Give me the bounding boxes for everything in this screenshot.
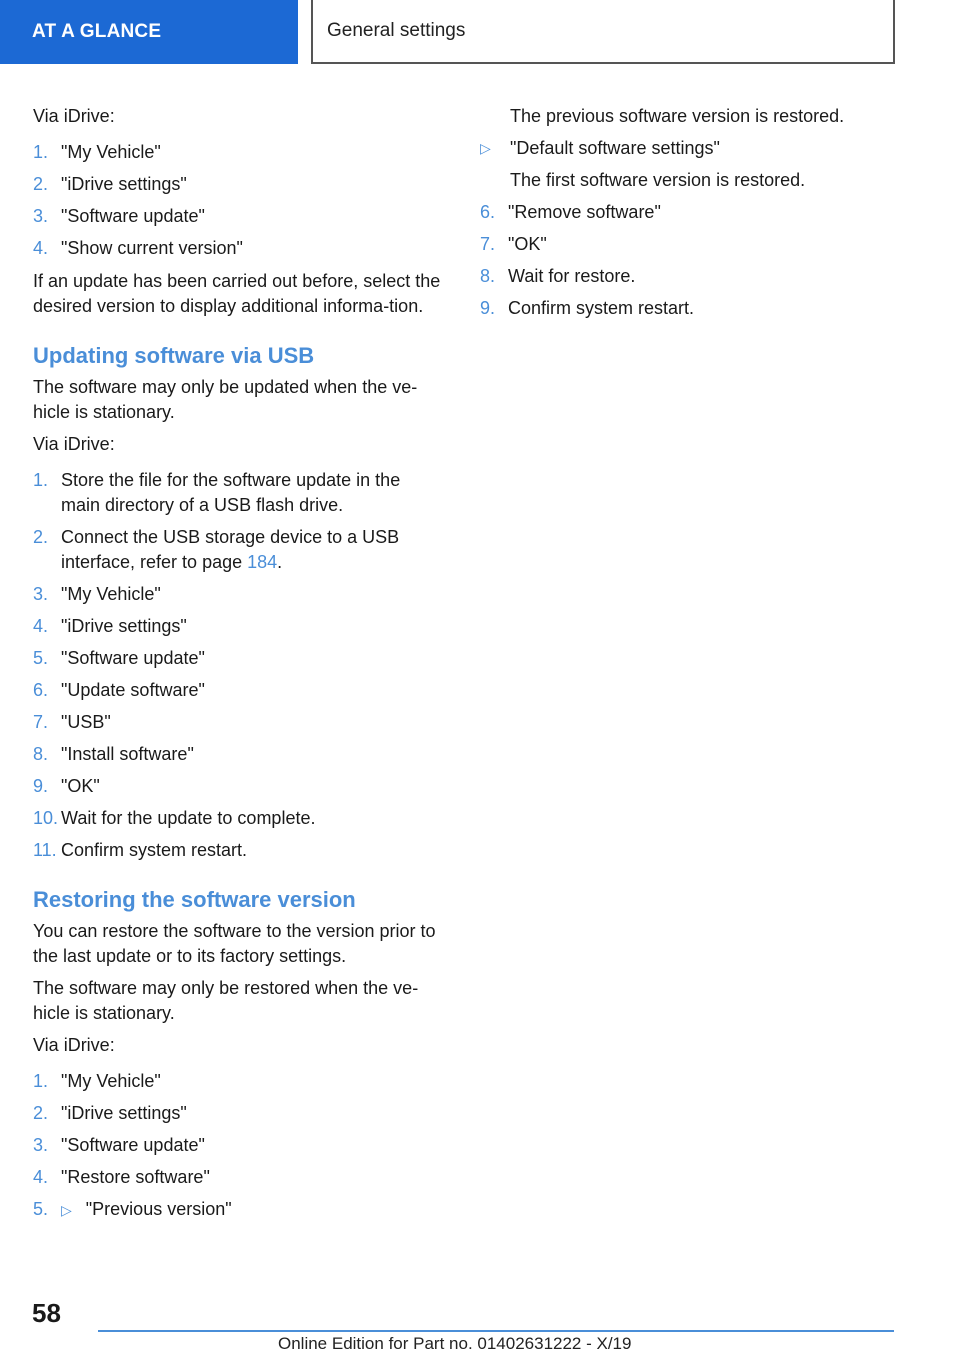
steps-restore: [33, 1069, 443, 1223]
via-idrive-label: Via iDrive:: [33, 106, 115, 126]
list-item: [33, 525, 443, 575]
via-idrive-label: Via iDrive:: [33, 434, 115, 454]
step-text: "USB": [61, 712, 111, 732]
paragraph: If an update has been carried out before, select the desired version to display additional informa-tion.: [33, 271, 441, 316]
via-idrive-label: Via iDrive:: [33, 1035, 115, 1055]
step-number: 4.: [33, 238, 49, 258]
list-item: [33, 614, 443, 639]
right-column: [480, 104, 900, 329]
step-text: "Previous version": [85, 1199, 232, 1219]
step-text: "OK": [61, 776, 100, 796]
steps-show-version: [33, 140, 443, 261]
list-item: [33, 204, 443, 229]
step-number: 6.: [33, 680, 49, 700]
step-text: "iDrive settings": [61, 174, 187, 194]
list-item: [33, 646, 443, 671]
step-number: 4.: [33, 1167, 49, 1187]
list-item: [33, 710, 443, 735]
step-text: Confirm system restart.: [508, 298, 695, 318]
step-number: 9.: [480, 298, 496, 318]
list-item: [33, 1101, 443, 1126]
step-text: "My Vehicle": [61, 1071, 161, 1091]
step-text: "OK": [508, 234, 547, 254]
step-text: Wait for restore.: [508, 266, 636, 286]
step-number: 5.: [33, 1199, 49, 1219]
step-number: 3.: [33, 584, 49, 604]
list-item: [33, 140, 443, 165]
step-number: 2.: [33, 1103, 49, 1123]
list-item: [33, 582, 443, 607]
chapter-header: [311, 0, 895, 64]
step-text: "Software update": [61, 1135, 205, 1155]
step-text: "iDrive settings": [61, 616, 187, 636]
list-item: [33, 236, 443, 261]
step-number: 1.: [33, 142, 49, 162]
steps-restore-continued: [480, 200, 900, 321]
list-item: [480, 264, 900, 289]
sub-option: [480, 136, 900, 161]
section-heading-restore: Restoring the software version: [33, 887, 356, 912]
steps-usb-update: [33, 468, 443, 863]
list-item: [33, 742, 443, 767]
step-number: 8.: [480, 266, 496, 286]
page-link[interactable]: 184: [247, 552, 278, 572]
list-item: [33, 838, 443, 863]
step-number: 3.: [33, 1135, 49, 1155]
triangle-bullet-icon: ▷: [480, 140, 491, 156]
section-heading-usb: Updating software via USB: [33, 343, 315, 368]
page-number: 58: [32, 1298, 61, 1328]
section-label: AT A GLANCE: [32, 21, 162, 42]
step-text-end: .: [277, 552, 283, 572]
paragraph: You can restore the software to the version prior to the last update or to its factory settings.: [33, 921, 436, 966]
step-number: 10.: [33, 808, 59, 828]
sub-description: The previous software version is restored.: [510, 106, 845, 126]
sub-option-label: "Default software settings": [510, 138, 720, 158]
list-item: [480, 232, 900, 257]
footer-divider: [98, 1330, 894, 1332]
step-text: Confirm system restart.: [61, 840, 248, 860]
step-text: "iDrive settings": [61, 1103, 187, 1123]
list-item: [480, 296, 900, 321]
step-number: 6.: [480, 202, 496, 222]
step-number: 2.: [33, 174, 49, 194]
step-number: 4.: [33, 616, 49, 636]
step-number: 3.: [33, 206, 49, 226]
step-number: 9.: [33, 776, 49, 796]
step-number: 8.: [33, 744, 49, 764]
step-number: 2.: [33, 527, 49, 547]
list-item: [33, 1069, 443, 1094]
list-item: [33, 1165, 443, 1190]
list-item: [33, 1197, 443, 1223]
list-item: [33, 678, 443, 703]
list-item: [33, 172, 443, 197]
paragraph: The software may only be restored when the ve-hicle is stationary.: [33, 978, 419, 1023]
step-number: 5.: [33, 648, 49, 668]
step-text: Wait for the update to complete.: [61, 808, 316, 828]
paragraph: The software may only be updated when the ve-hicle is stationary.: [33, 377, 418, 422]
step-text: "Remove software": [508, 202, 661, 222]
edition-note: Online Edition for Part no. 01402631222 - X/19: [278, 1334, 632, 1353]
step-number: 1.: [33, 1071, 49, 1091]
step-text: "My Vehicle": [61, 584, 161, 604]
list-item: [33, 806, 443, 831]
list-item: [33, 468, 443, 518]
step-text: "Software update": [61, 206, 205, 226]
step-number: 11.: [33, 840, 57, 860]
section-tab: [0, 0, 298, 64]
sub-description: The first software version is restored.: [510, 170, 806, 190]
step-text: Store the file for the software update in the main directory of a USB flash drive.: [61, 470, 401, 515]
step-text: Connect the USB storage device to a USB interface, refer to page: [61, 527, 400, 572]
step-text: "Show current version": [61, 238, 243, 258]
left-column: [33, 104, 443, 1231]
list-item: [480, 200, 900, 225]
step-text: "My Vehicle": [61, 142, 161, 162]
list-item: [33, 774, 443, 799]
chapter-title: General settings: [327, 20, 466, 41]
triangle-bullet-icon: ▷: [61, 1202, 72, 1218]
step-text: "Restore software": [61, 1167, 210, 1187]
list-item: [33, 1133, 443, 1158]
step-text: "Update software": [61, 680, 205, 700]
step-number: 7.: [33, 712, 49, 732]
step-number: 7.: [480, 234, 496, 254]
step-text: "Software update": [61, 648, 205, 668]
step-text: "Install software": [61, 744, 194, 764]
step-number: 1.: [33, 470, 49, 490]
